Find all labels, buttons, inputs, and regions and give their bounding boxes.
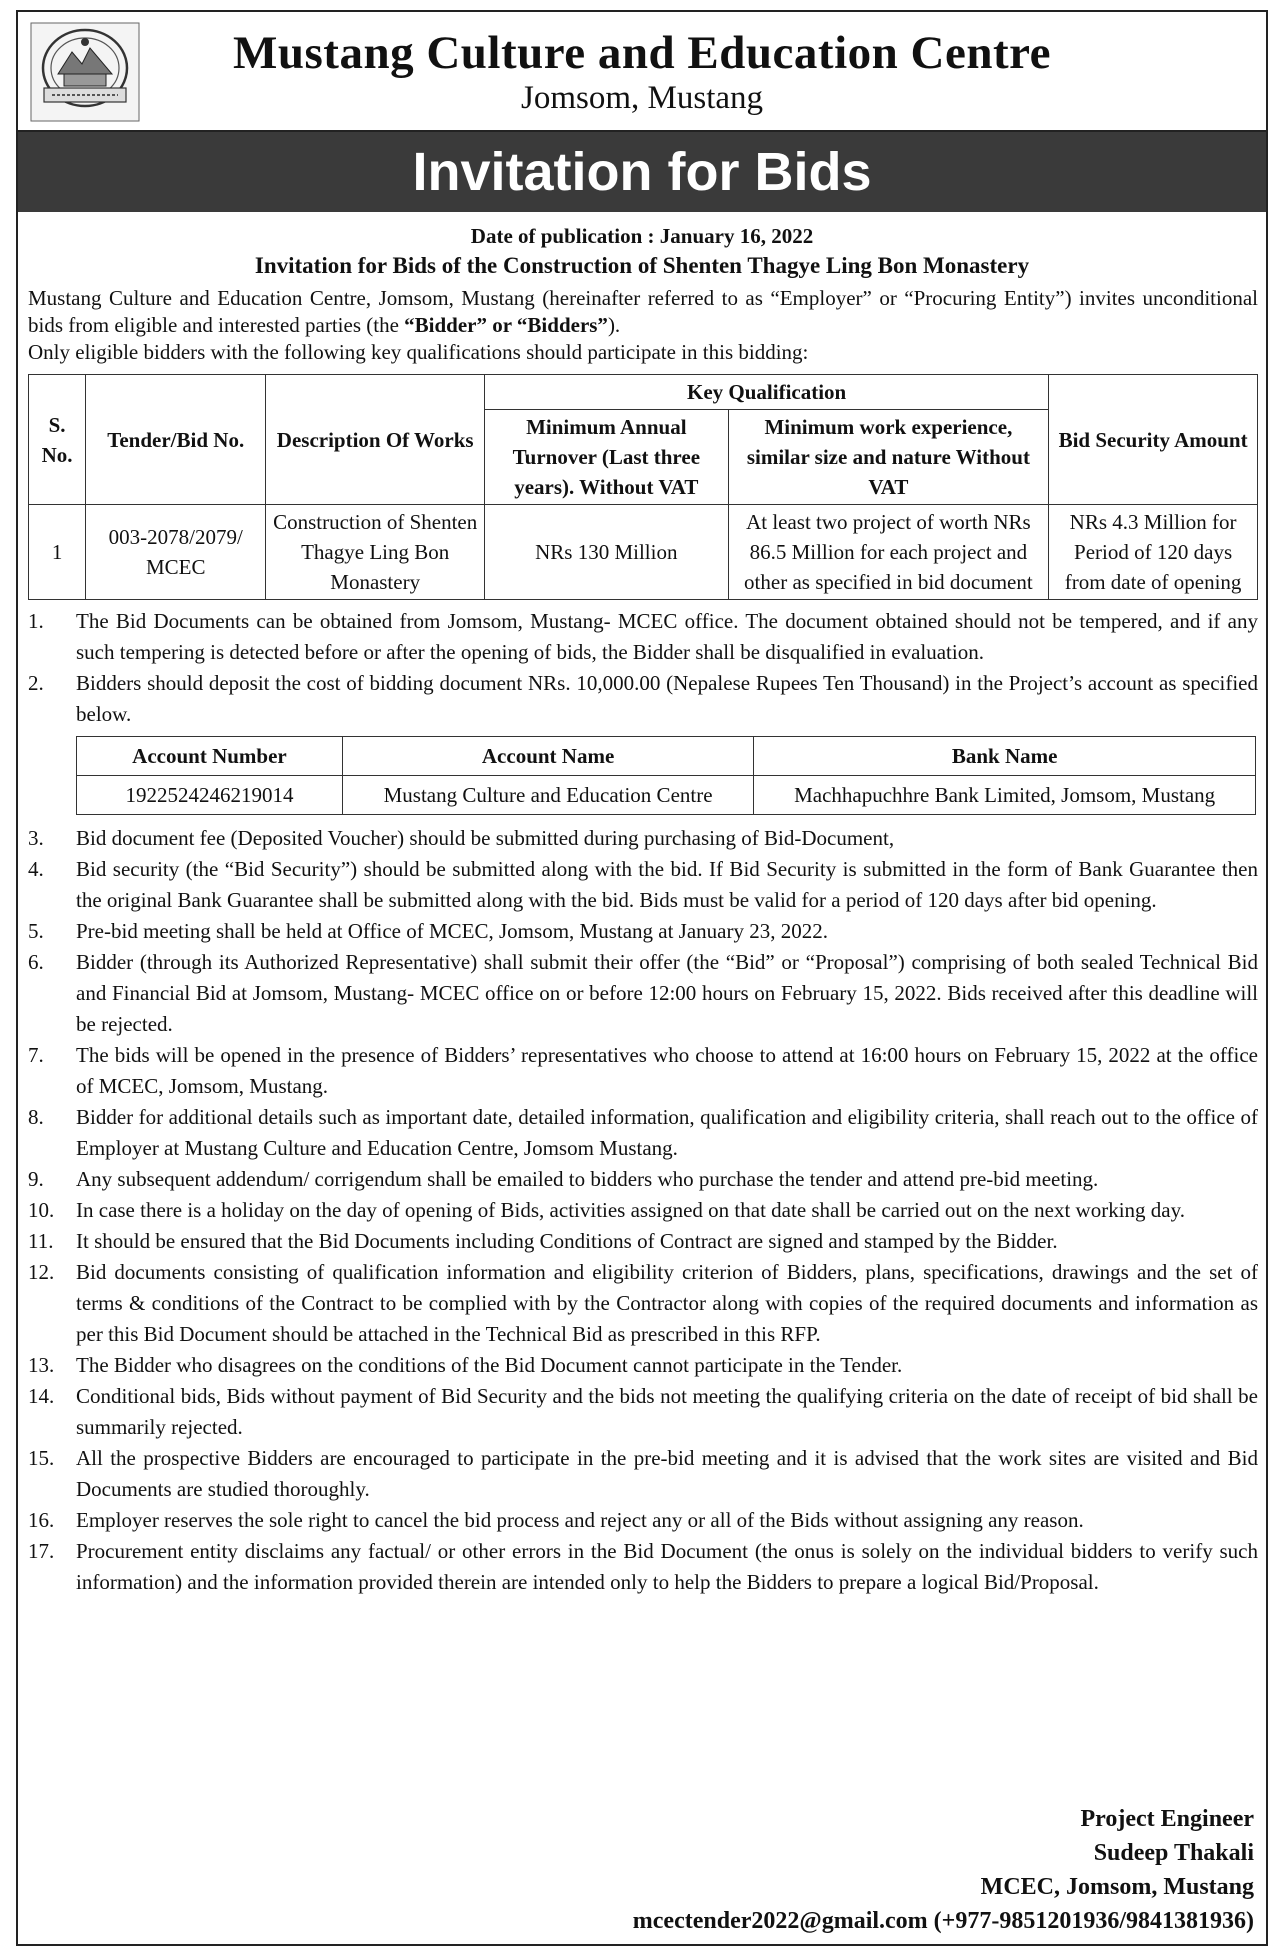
list-item bbox=[26, 1164, 1258, 1195]
item-number: 3. bbox=[28, 826, 44, 850]
item-number: 7. bbox=[28, 1043, 44, 1067]
item-text: The Bid Documents can be obtained from Jomsom, Mustang- MCEC office. The document obtained should not be tempered, and if any such tempering is detected before or after the opening of bids, the Bidder shall be disqualified in evaluation. bbox=[76, 609, 1258, 664]
item-text: Bidder (through its Authorized Representative) shall submit their offer (the “Bid” or “Proposal”) comprising of both sealed Technical Bid and Financial Bid at Jomsom, Mustang- MCEC office on or before 12:00 hours on February 15, 2022. Bids received after this deadline will be rejected. bbox=[76, 950, 1258, 1036]
list-item bbox=[26, 1040, 1258, 1102]
header bbox=[18, 12, 1266, 132]
table-row bbox=[77, 776, 1256, 815]
item-number: 8. bbox=[28, 1105, 44, 1129]
header-tender-no: Tender/Bid No. bbox=[86, 375, 266, 505]
cell-description: Construction of Shenten Thagye Ling Bon Monastery bbox=[266, 505, 485, 600]
cell-tender-no: 003-2078/2079/ MCEC bbox=[86, 505, 266, 600]
header-description: Description Of Works bbox=[266, 375, 485, 505]
header-account-name: Account Name bbox=[342, 737, 753, 776]
list-item bbox=[26, 1536, 1258, 1598]
intro bbox=[18, 279, 1266, 366]
list-item bbox=[26, 1381, 1258, 1443]
list-item bbox=[26, 1443, 1258, 1505]
publication-date: Date of publication : January 16, 2022 bbox=[470, 224, 814, 248]
item-number: 16. bbox=[28, 1508, 55, 1532]
item-text: Bid documents consisting of qualification information and eligibility criterion of Bidders, plans, specifications, drawings and the set of terms & conditions of the Contract to be complied with by the Contractor along with copies of the required documents and information as per this Bid Document should be attached in the Technical Bid as prescribed in this RFP. bbox=[76, 1260, 1258, 1346]
item-text: Conditional bids, Bids without payment of Bid Security and the bids not meeting the qualifying criteria on the date of receipt of bid shall be summarily rejected. bbox=[76, 1384, 1258, 1439]
intro-text-c: ). bbox=[607, 313, 621, 337]
intro-bidders-term: “Bidder” or “Bidders” bbox=[404, 313, 608, 337]
notice-frame bbox=[16, 10, 1268, 1946]
qualification-table bbox=[28, 374, 1258, 600]
signature-office: MCEC, Jomsom, Mustang bbox=[980, 1874, 1254, 1900]
list-item bbox=[26, 1195, 1258, 1226]
item-text: All the prospective Bidders are encouraged to participate in the pre-bid meeting and it is advised that the work sites are visited and Bid Documents are studied thoroughly. bbox=[76, 1446, 1258, 1501]
signature-name: Sudeep Thakali bbox=[1093, 1840, 1254, 1866]
header-sno: S. No. bbox=[29, 375, 86, 505]
intro-paragraph bbox=[28, 285, 1258, 339]
list-item bbox=[26, 916, 1258, 947]
cell-account-name: Mustang Culture and Education Centre bbox=[342, 776, 753, 815]
notice-subtitle: Invitation for Bids of the Construction of Shenten Thagye Ling Bon Monastery bbox=[254, 253, 1030, 278]
item-text: The Bidder who disagrees on the conditions of the Bid Document cannot participate in the Tender. bbox=[76, 1353, 903, 1377]
header-experience: Minimum work experience, similar size and nature Without VAT bbox=[728, 410, 1049, 505]
item-text: The bids will be opened in the presence of Bidders’ representatives who choose to attend at 16:00 hours on February 15, 2022 at the office of MCEC, Jomsom, Mustang. bbox=[76, 1043, 1258, 1098]
account-table bbox=[76, 736, 1256, 815]
header-bank-name: Bank Name bbox=[754, 737, 1256, 776]
item-number: 4. bbox=[28, 857, 44, 881]
cell-bank-name: Machhapuchhre Bank Limited, Jomsom, Mustang bbox=[754, 776, 1256, 815]
item-text: Any subsequent addendum/ corrigendum shall be emailed to bidders who purchase the tender and attend pre-bid meeting. bbox=[76, 1167, 1099, 1191]
item-number: 10. bbox=[28, 1198, 55, 1222]
cell-experience: At least two project of worth NRs 86.5 Million for each project and other as specified in bid document bbox=[728, 505, 1049, 600]
intro-text-a: Mustang Culture and Education Centre, Jomsom, Mustang (hereinafter referred to as “Employer” or “Procuring Entity”) invites unconditional bids from eligible and interested parties (the bbox=[28, 286, 1258, 337]
header-key-qualification: Key Qualification bbox=[485, 375, 1049, 410]
cell-bid-security: NRs 4.3 Million for Period of 120 days from date of opening bbox=[1049, 505, 1258, 600]
cell-account-number: 1922524246219014 bbox=[77, 776, 343, 815]
item-number: 2. bbox=[28, 671, 44, 695]
list-item bbox=[26, 947, 1258, 1040]
header-account-number: Account Number bbox=[77, 737, 343, 776]
table-row bbox=[29, 505, 1258, 600]
list-item bbox=[26, 1350, 1258, 1381]
header-turnover: Minimum Annual Turnover (Last three years). Without VAT bbox=[485, 410, 729, 505]
list-item bbox=[26, 823, 1258, 854]
item-text: In case there is a holiday on the day of opening of Bids, activities assigned on that date shall be carried out on the next working day. bbox=[76, 1198, 1186, 1222]
item-number: 17. bbox=[28, 1539, 55, 1563]
item-number: 6. bbox=[28, 950, 44, 974]
signature-contact: mcectender2022@gmail.com (+977-9851201936/9841381936) bbox=[632, 1908, 1254, 1934]
list-item bbox=[26, 1226, 1258, 1257]
item-number: 5. bbox=[28, 919, 44, 943]
cell-turnover: NRs 130 Million bbox=[485, 505, 729, 600]
list-item bbox=[26, 1505, 1258, 1536]
item-number: 11. bbox=[28, 1229, 54, 1253]
intro-eligibility: Only eligible bidders with the following key qualifications should participate in this bidding: bbox=[28, 340, 809, 364]
item-text: Bidders should deposit the cost of bidding document NRs. 10,000.00 (Nepalese Rupees Ten Thousand) in the Project’s account as specified below. bbox=[76, 671, 1258, 726]
signature-block bbox=[633, 1802, 1254, 1938]
org-location: Jomsom, Mustang bbox=[520, 80, 764, 116]
item-text: Bidder for additional details such as important date, detailed information, qualification and eligibility criteria, shall reach out to the office of Employer at Mustang Culture and Education Centre, Jomsom Mustang. bbox=[76, 1105, 1258, 1160]
item-number: 14. bbox=[28, 1384, 55, 1408]
org-name: Mustang Culture and Education Centre bbox=[233, 27, 1051, 79]
item-text: Bid security (the “Bid Security”) should be submitted along with the bid. If Bid Security is submitted in the form of Bank Guarantee then the original Bank Guarantee shall be submitted along with the bid. Bids must be valid for a period of 120 days after bid opening. bbox=[76, 857, 1258, 912]
cell-sno: 1 bbox=[29, 505, 86, 600]
item-text: Pre-bid meeting shall be held at Office of MCEC, Jomsom, Mustang at January 23, 2022. bbox=[76, 919, 828, 943]
conditions-list-continued bbox=[18, 823, 1266, 1598]
list-item bbox=[26, 854, 1258, 916]
item-number: 13. bbox=[28, 1353, 55, 1377]
list-item bbox=[26, 1102, 1258, 1164]
item-number: 12. bbox=[28, 1260, 55, 1284]
list-item bbox=[26, 668, 1258, 730]
item-text: Employer reserves the sole right to cancel the bid process and reject any or all of the Bids without assigning any reason. bbox=[76, 1508, 1084, 1532]
header-bid-security: Bid Security Amount bbox=[1049, 375, 1258, 505]
banner-title: Invitation for Bids bbox=[18, 132, 1266, 212]
item-number: 1. bbox=[28, 609, 44, 633]
item-text: It should be ensured that the Bid Documents including Conditions of Contract are signed and stamped by the Bidder. bbox=[76, 1229, 1058, 1253]
item-text: Bid document fee (Deposited Voucher) should be submitted during purchasing of Bid-Document, bbox=[76, 826, 895, 850]
item-text: Procurement entity disclaims any factual/ or other errors in the Bid Document (the onus is solely on the individual bidders to verify such information) and the information provided therein are intended only to help the Bidders to prepare a logical Bid/Proposal. bbox=[76, 1539, 1258, 1594]
list-item bbox=[26, 606, 1258, 668]
signature-title: Project Engineer bbox=[1080, 1806, 1254, 1832]
conditions-list bbox=[18, 606, 1266, 730]
item-number: 9. bbox=[28, 1167, 44, 1191]
list-item bbox=[26, 1257, 1258, 1350]
item-number: 15. bbox=[28, 1446, 55, 1470]
